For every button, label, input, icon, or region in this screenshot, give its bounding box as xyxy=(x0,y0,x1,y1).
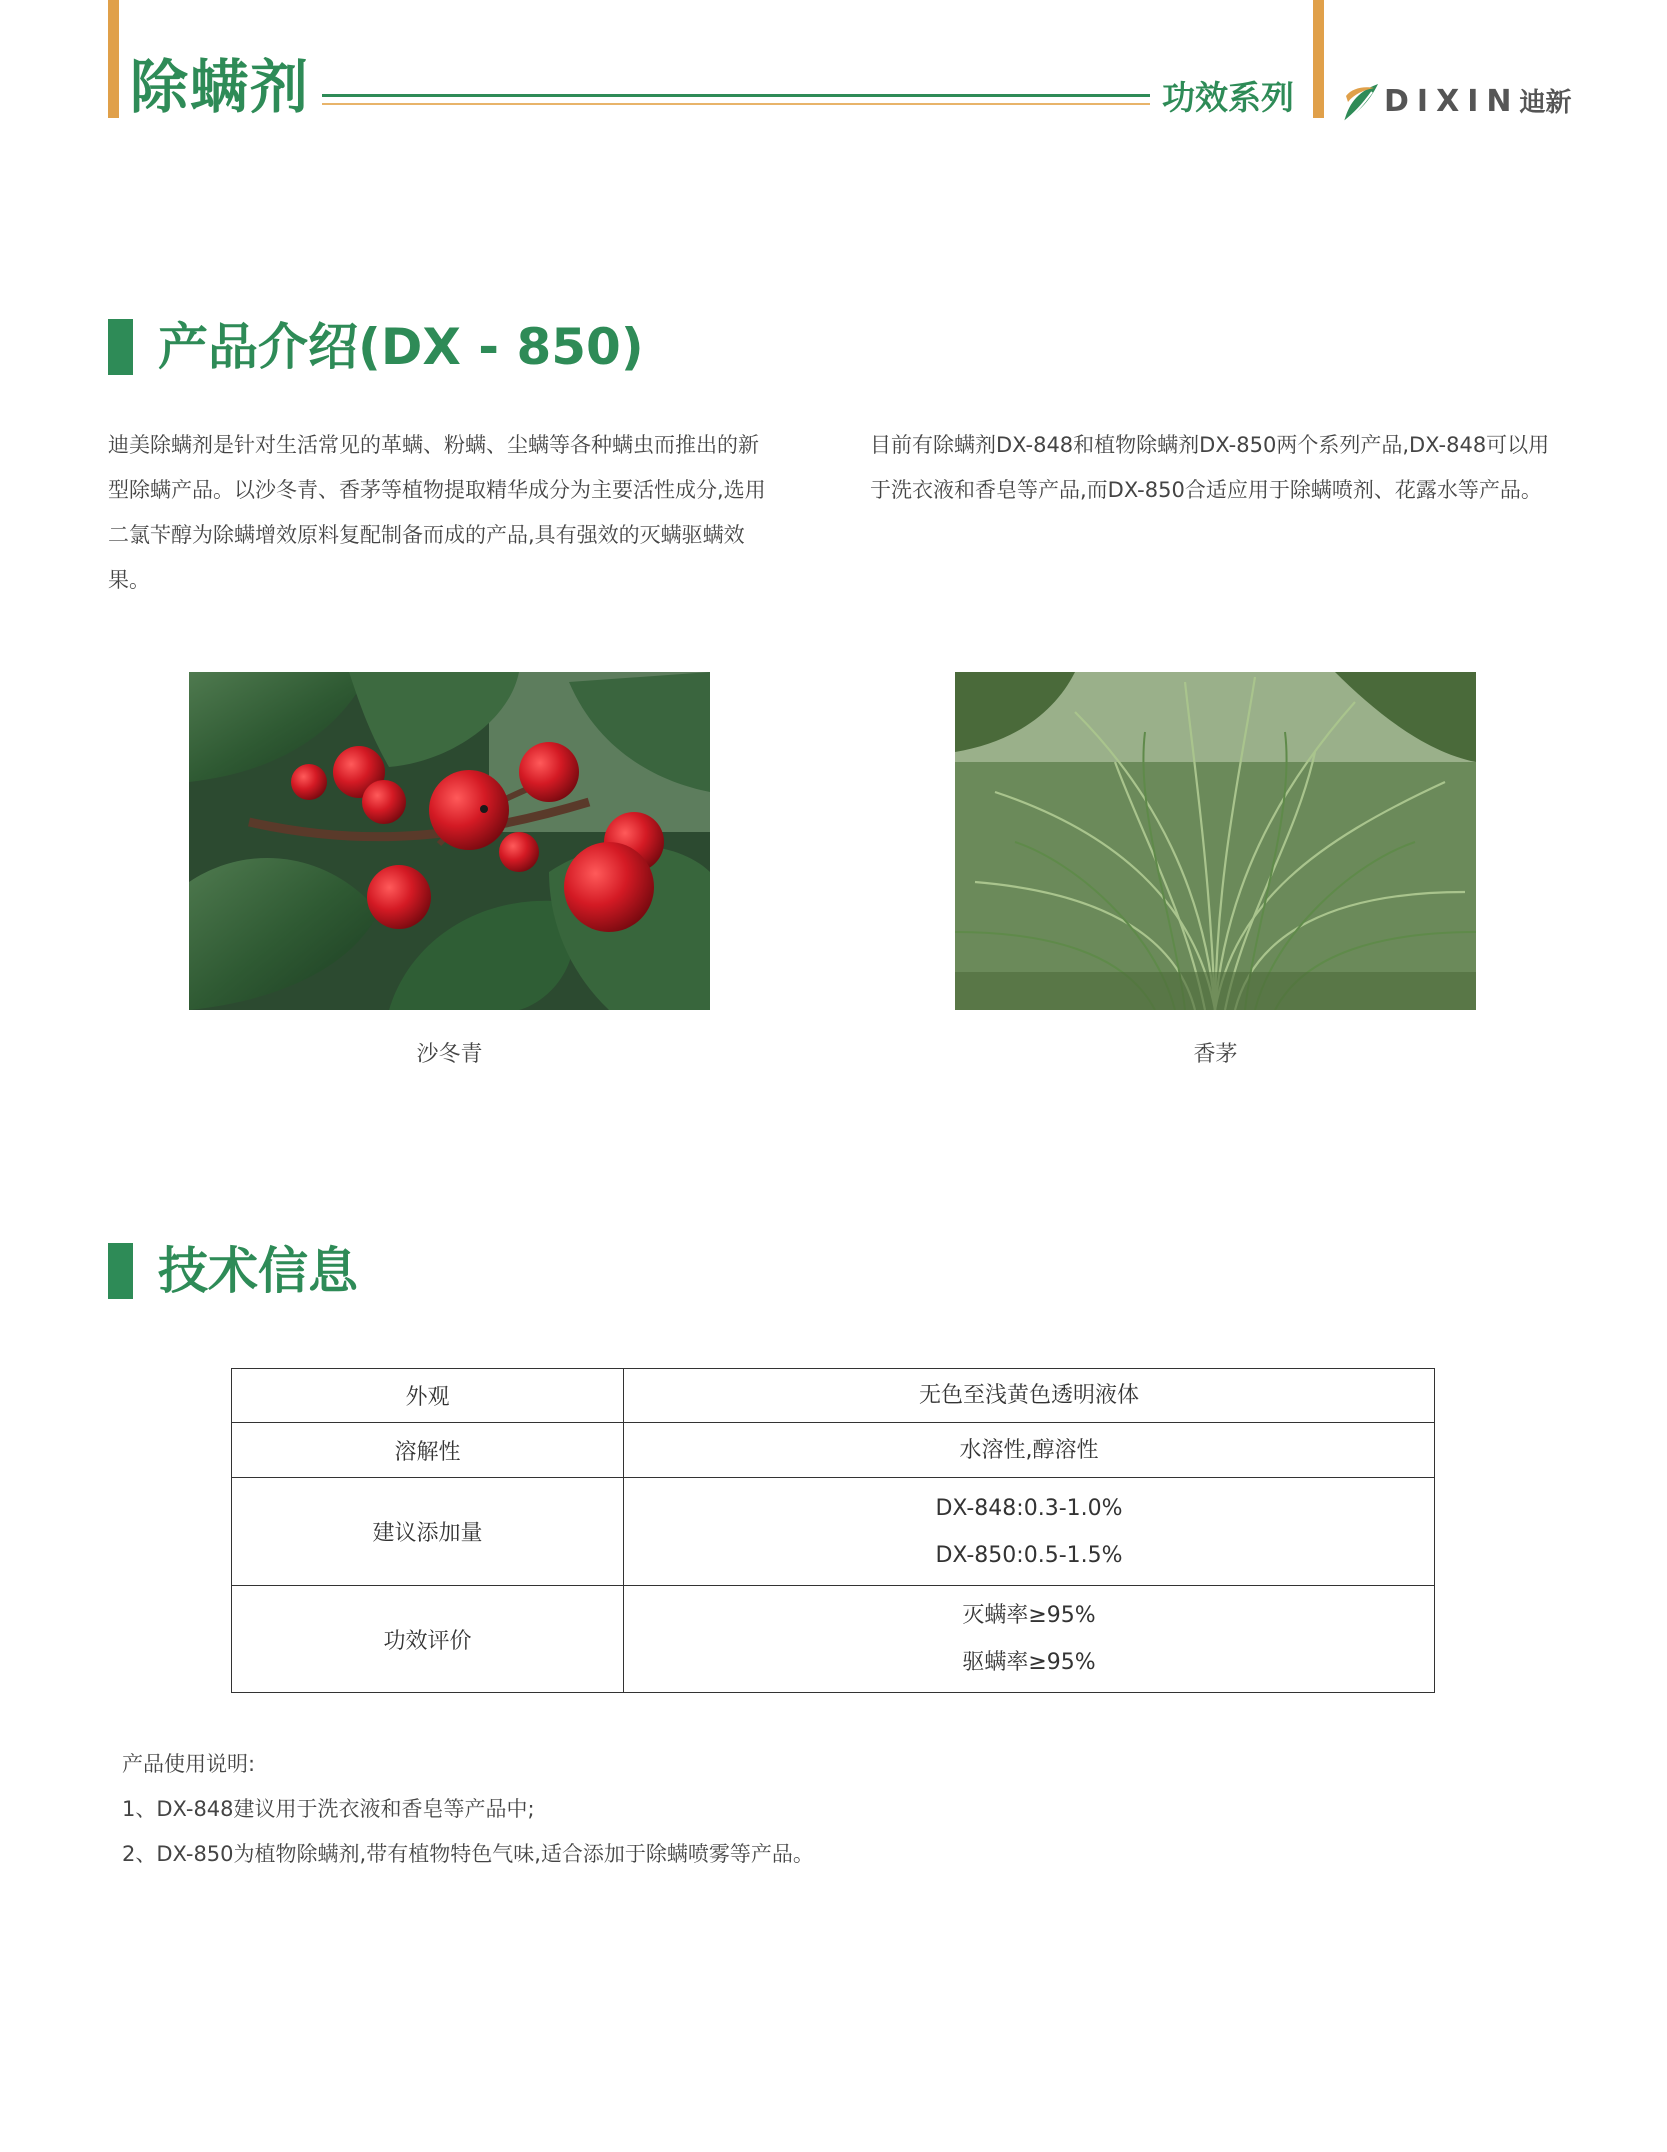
usage-notes xyxy=(122,1742,1422,1877)
header-divider-orange xyxy=(322,103,1150,105)
page-title: 除螨剂 xyxy=(130,53,311,121)
logo-wordmark: DIXIN xyxy=(1384,84,1520,119)
table-value-cell xyxy=(624,1478,1435,1586)
intro-paragraph-right: 目前有除螨剂DX-848和植物除螨剂DX-850两个系列产品,DX-848可以用于洗衣液和香皂等产品,而DX-850合适应用于除螨喷剂、花露水等产品。 xyxy=(870,433,1550,502)
table-value-cell xyxy=(624,1369,1435,1423)
logo-chinese: 迪新 xyxy=(1519,88,1572,118)
table-value: 无色至浅黄色透明液体 xyxy=(918,1383,1139,1408)
section-title-intro: 产品介绍(DX - 850) xyxy=(158,318,644,376)
usage-notes-title: 产品使用说明: xyxy=(122,1752,256,1776)
series-label: 功效系列 xyxy=(1162,78,1294,117)
table-key-cell: 溶解性 xyxy=(232,1423,624,1478)
table-value: 水溶性,醇溶性 xyxy=(959,1437,1099,1463)
table-row xyxy=(232,1478,1435,1586)
dixin-logo xyxy=(1338,78,1572,126)
holly-berries-photo xyxy=(189,672,710,1010)
header-accent-bar-right xyxy=(1313,0,1324,118)
table-key-cell: 建议添加量 xyxy=(232,1478,624,1586)
table-value: DX-850:0.5-1.5% xyxy=(935,1542,1123,1568)
lemongrass-caption: 香茅 xyxy=(1193,1042,1238,1067)
table-value-cell xyxy=(624,1423,1435,1478)
section-title-tech: 技术信息 xyxy=(158,1242,358,1300)
tech-info-table xyxy=(231,1368,1435,1693)
section-marker-tech xyxy=(108,1243,133,1299)
usage-note-item: 1、DX-848建议用于洗衣液和香皂等产品中; xyxy=(122,1797,535,1821)
section-marker-intro xyxy=(108,319,133,375)
header-accent-bar-left xyxy=(108,0,119,118)
header-divider-green xyxy=(322,94,1150,97)
table-value: 驱螨率≥95% xyxy=(962,1650,1096,1675)
table-key-cell: 外观 xyxy=(232,1369,624,1423)
table-row xyxy=(232,1423,1435,1478)
intro-paragraph-left: 迪美除螨剂是针对生活常见的革螨、粉螨、尘螨等各种螨虫而推出的新型除螨产品。以沙冬青、香茅等植物提取精华成分为主要活性成分,选用二氯苄醇为除螨增效原料复配制备而成的产品,具有强效的灭螨驱螨效果。 xyxy=(108,433,766,592)
holly-caption: 沙冬青 xyxy=(416,1042,483,1067)
table-row xyxy=(232,1369,1435,1423)
table-key-cell: 功效评价 xyxy=(232,1586,624,1693)
table-value: 灭螨率≥95% xyxy=(962,1603,1096,1628)
table-row xyxy=(232,1586,1435,1693)
lemongrass-photo xyxy=(955,672,1476,1010)
usage-note-item: 2、DX-850为植物除螨剂,带有植物特色气味,适合添加于除螨喷雾等产品。 xyxy=(122,1842,814,1866)
table-value-cell xyxy=(624,1586,1435,1693)
leaf-logo-icon xyxy=(1338,78,1382,126)
table-value: DX-848:0.3-1.0% xyxy=(935,1495,1123,1521)
